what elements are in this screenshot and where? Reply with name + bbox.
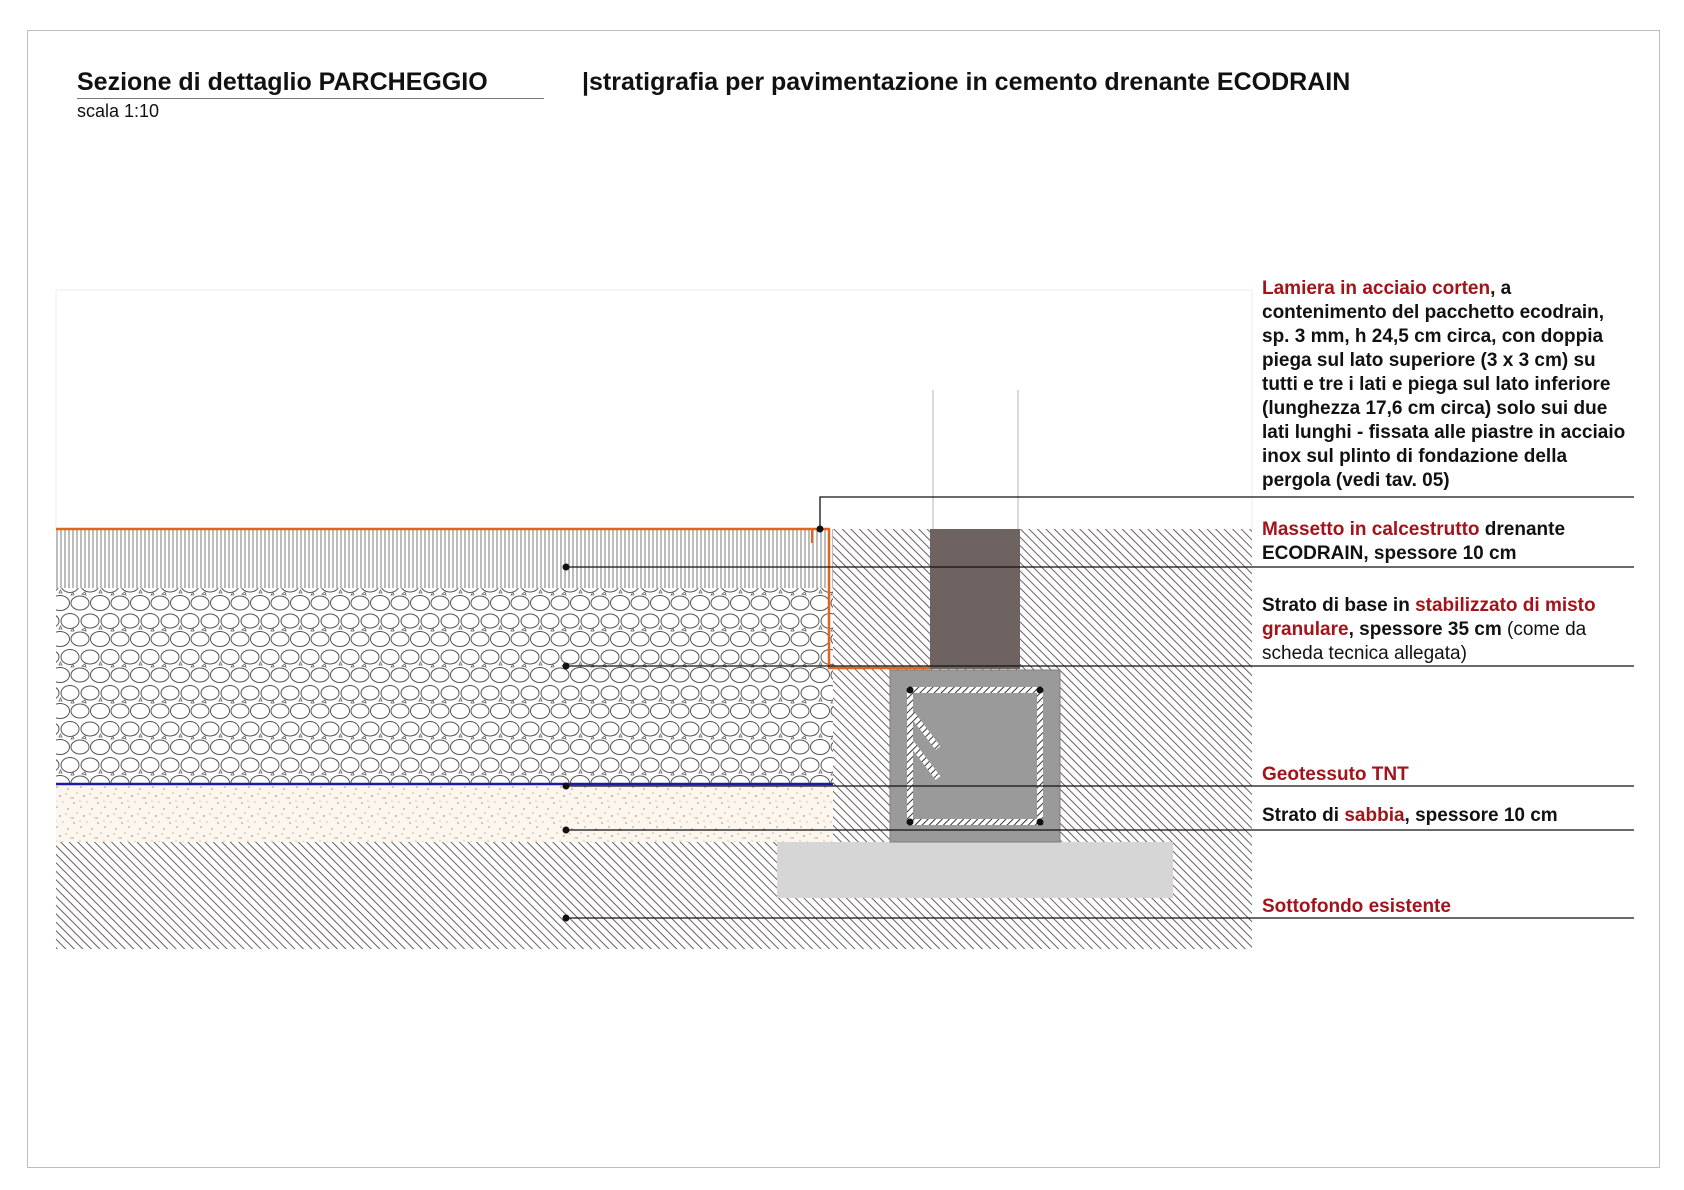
leader-dot <box>563 915 570 922</box>
sand-layer <box>56 784 833 842</box>
label-lamiera <box>1262 277 1634 493</box>
label-base-text-a: Strato di base in <box>1262 595 1416 616</box>
rebar-node <box>907 687 914 694</box>
leader-dot <box>563 827 570 834</box>
label-massetto <box>1262 518 1634 566</box>
leader-dot <box>817 526 824 533</box>
label-geotessuto <box>1262 763 1634 787</box>
label-base-note-b: scheda tecnica allegata) <box>1262 643 1467 664</box>
granular-base-layer <box>56 588 833 784</box>
rebar-node <box>1037 687 1044 694</box>
label-massetto-text-b: ECODRAIN, spessore 10 cm <box>1262 543 1517 564</box>
label-sabbia <box>1262 804 1634 828</box>
page-subtitle: |stratigrafia per pavimentazione in cemento drenante ECODRAIN <box>582 68 1351 96</box>
label-sabbia-text-a: Strato di <box>1262 805 1345 826</box>
label-lamiera-highlight: Lamiera in acciaio corten <box>1262 278 1491 299</box>
scale-note: scala 1:10 <box>77 101 160 121</box>
label-massetto-text-a: drenante <box>1479 519 1566 540</box>
rebar-node <box>907 819 914 826</box>
rebar-node <box>1037 819 1044 826</box>
upper-area-outline <box>56 290 1252 530</box>
label-massetto-highlight: Massetto in calcestrutto <box>1262 519 1480 540</box>
label-sabbia-highlight: sabbia <box>1344 805 1405 826</box>
label-geotessuto-highlight: Geotessuto TNT <box>1262 764 1409 785</box>
label-base-highlight-b: granulare <box>1262 619 1349 640</box>
label-sabbia-text-b: , spessore 10 cm <box>1404 805 1558 826</box>
page-title: Sezione di dettaglio PARCHEGGIO <box>77 68 488 96</box>
foundation-plinth <box>890 670 1060 842</box>
label-sottofondo <box>1262 895 1634 919</box>
label-base-note-a: (come da <box>1501 619 1587 640</box>
leader-dot <box>563 783 570 790</box>
label-base <box>1262 594 1634 666</box>
label-lamiera-text: , a contenimento del pacchetto ecodrain, sp. 3 mm, h 24,5 cm circa, con doppia piega sul lato superiore (3 x 3 cm) su tutti e tre i lati e piega sul lato inferiore (lunghezza 17,6 cm circa) solo sui due lati lunghi - fissata alle piastre in acciaio inox sul plinto di fondazione della pergola (vedi tav. 05) <box>1262 278 1626 491</box>
leader-dot <box>563 564 570 571</box>
leader-dot <box>563 663 570 670</box>
foundation-slab <box>777 842 1173 898</box>
ecodrain-concrete-layer <box>56 529 833 588</box>
label-base-highlight-a: stabilizzato di misto <box>1415 595 1596 616</box>
pergola-post <box>930 529 1020 669</box>
label-sottofondo-highlight: Sottofondo esistente <box>1262 896 1451 917</box>
label-base-text-b: , spessore 35 cm <box>1348 619 1502 640</box>
